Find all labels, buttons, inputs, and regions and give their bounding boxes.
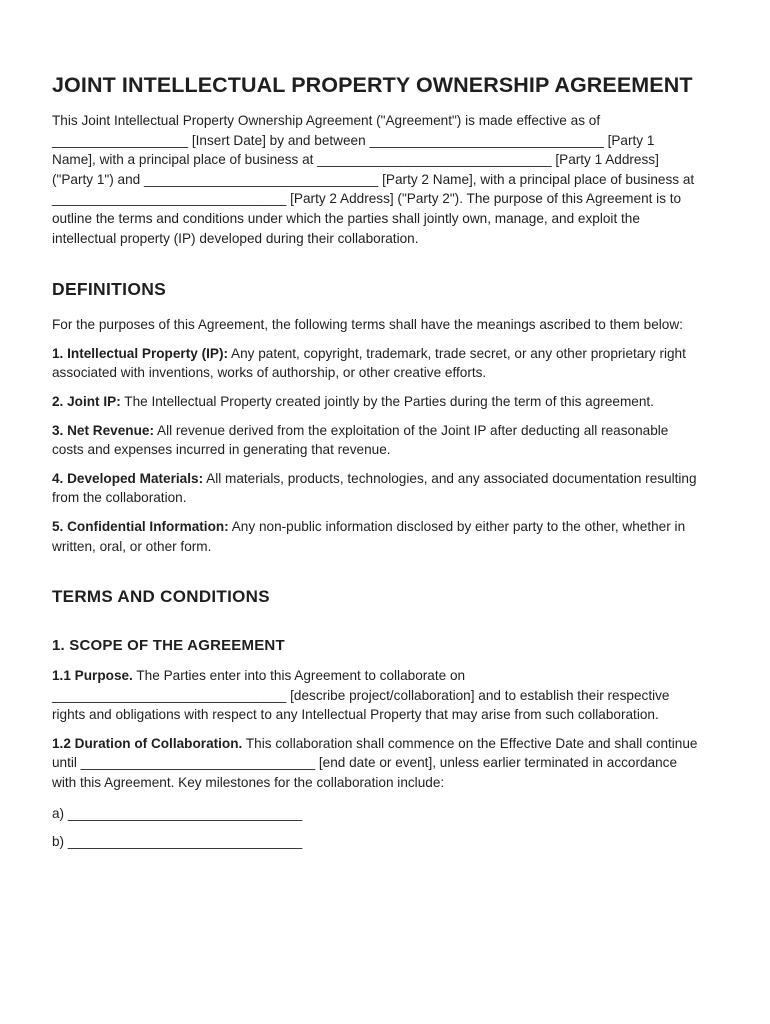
definition-text: The Intellectual Property created jointly by the Parties during the term of this agreement.	[120, 393, 654, 409]
definition-term: 3. Net Revenue:	[52, 422, 154, 438]
definitions-heading: DEFINITIONS	[52, 279, 167, 300]
clause-duration	[52, 734, 700, 793]
definition-term: 5. Confidential Information:	[52, 518, 229, 534]
clause-purpose	[52, 666, 700, 725]
section-heading: 1. SCOPE OF THE AGREEMENT	[52, 637, 285, 655]
clause-text: The Parties enter into this Agreement to collaborate on _______________________________ [describe project/collaboration] and to establish their respective rights and obligations with respect to any Intellectual Property that may arise from such collaboration.	[52, 668, 670, 723]
terms-heading: TERMS AND CONDITIONS	[52, 587, 270, 607]
definition-item	[52, 392, 700, 412]
definition-text: All revenue derived from the exploitation of the Joint IP after deducting all reasonable costs and expenses incurred in generating that revenue.	[52, 422, 669, 458]
definition-item	[52, 469, 700, 508]
definition-item	[52, 517, 700, 556]
definition-term: 2. Joint IP:	[52, 393, 121, 409]
document-title: JOINT INTELLECTUAL PROPERTY OWNERSHIP AGREEMENT	[52, 73, 693, 97]
clause-term: 1.1 Purpose.	[52, 668, 133, 684]
definition-item	[52, 344, 700, 383]
definition-item	[52, 421, 700, 460]
milestone-a: a) _______________________________	[52, 805, 303, 821]
milestone-b: b) _______________________________	[52, 834, 303, 850]
definition-term: 1. Intellectual Property (IP):	[52, 345, 229, 361]
intro-paragraph: This Joint Intellectual Property Ownership Agreement ("Agreement") is made effective as of __________________ [Insert Date] by and between _______________________________ [Party 1 Name], with a principal place of business at _______________________________ [Party 1 Address] ("Party 1") and _______________________________ [Party 2 Name], with a principal place of business at _______________________________ [Party 2 Address] ("Party 2"). The purpose of this Agreement is to outline the terms and conditions under which the parties shall jointly own, manage, and exploit the intellectual property (IP) developed during their collaboration.	[52, 113, 695, 246]
clause-term: 1.2 Duration of Collaboration.	[52, 735, 243, 751]
definition-term: 4. Developed Materials:	[52, 470, 204, 486]
definition-text: Any non-public information disclosed by either party to the other, whether in written, oral, or other form.	[52, 518, 686, 554]
definition-text: Any patent, copyright, trademark, trade secret, or any other proprietary right associated with inventions, works of authorship, or other creative efforts.	[52, 345, 686, 381]
definition-text: All materials, products, technologies, and any associated documentation resulting from the collaboration.	[52, 470, 697, 506]
clause-text: This collaboration shall commence on the Effective Date and shall continue until _______________________________ [end date or event], unless earlier terminated in accordance with this Agreement. Key milestones for the collaboration include:	[52, 735, 698, 791]
definitions-lead: For the purposes of this Agreement, the following terms shall have the meanings ascribed to them below:	[52, 317, 683, 333]
